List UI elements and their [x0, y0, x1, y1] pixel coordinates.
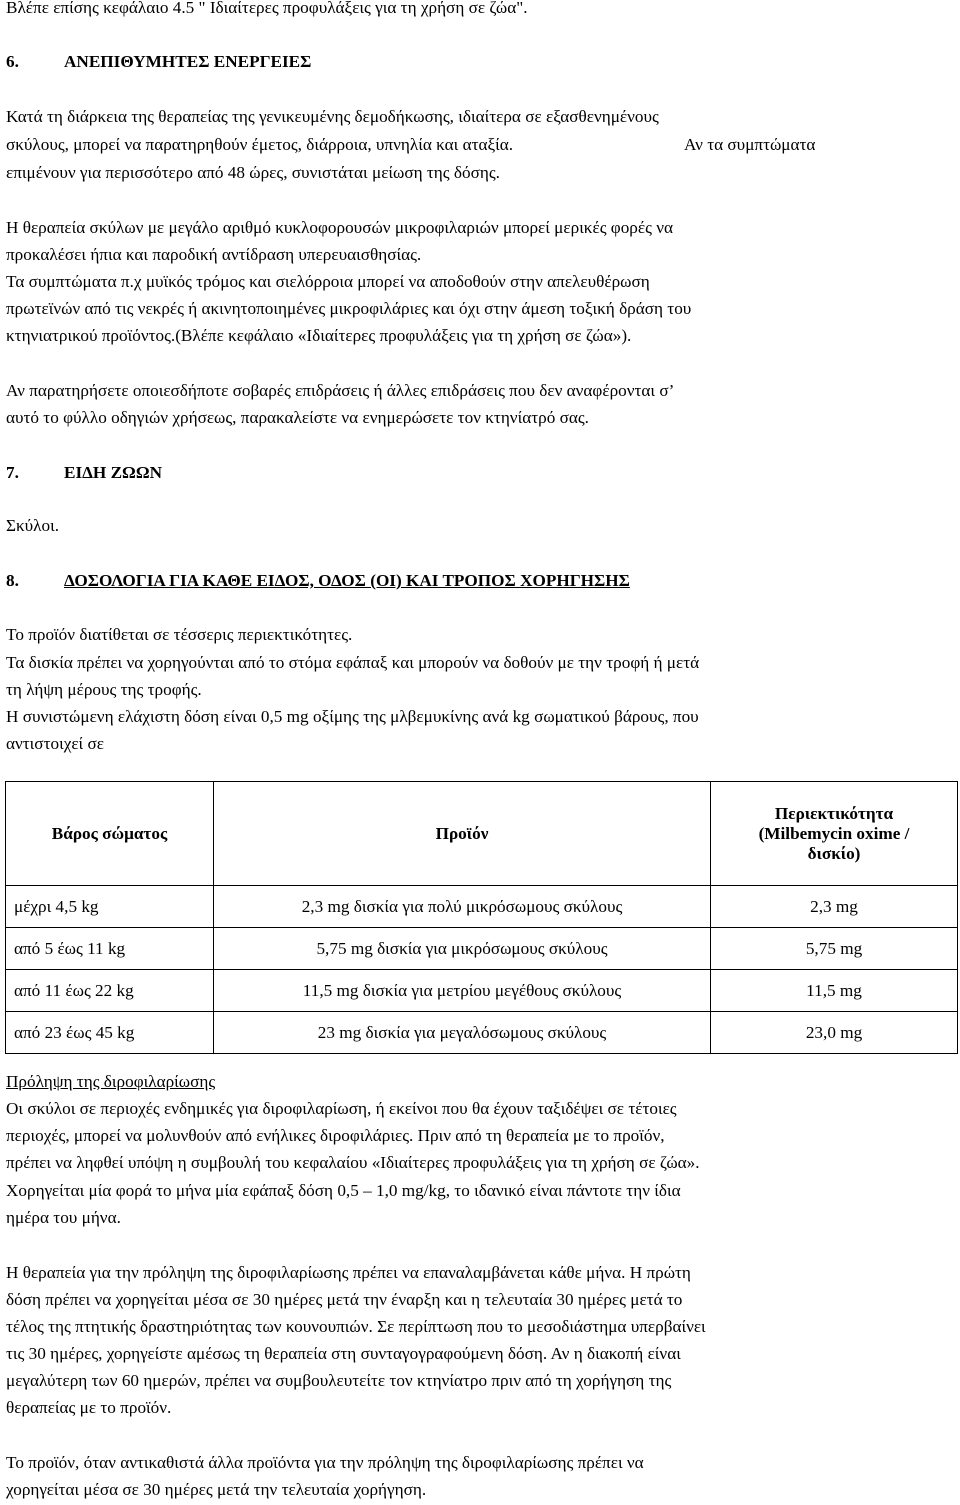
- paragraph-line: Η συνιστώμενη ελάχιστη δόση είναι 0,5 mg οξίμης της μλβεμυκίνης ανά kg σωματικού βάρους, που: [6, 707, 699, 726]
- paragraph-line: Αν τα συμπτώματα: [684, 135, 816, 154]
- header-strength-line: (Milbemycin oxime /: [758, 823, 910, 843]
- cell-strength: 11,5 mg: [711, 970, 958, 1012]
- paragraph-line: πρέπει να ληφθεί υπόψη η συμβουλή του κεφαλαίου «Ιδιαίτερες προφυλάξεις για τη χρήση σε ζώα».: [6, 1153, 700, 1172]
- section-6-number: 6.: [6, 52, 19, 71]
- paragraph-line: αντιστοιχεί σε: [6, 734, 104, 753]
- reference-line: Βλέπε επίσης κεφάλαιο 4.5 " Ιδιαίτερες προφυλάξεις για τη χρήση σε ζώα".: [6, 0, 528, 17]
- paragraph-line: Τα συμπτώματα π.χ μυϊκός τρόμος και σιελόρροια μπορεί να αποδοθούν στην απελευθέρωση: [6, 272, 650, 291]
- cell-weight: από 5 έως 11 kg: [6, 928, 214, 970]
- cell-strength: 5,75 mg: [711, 928, 958, 970]
- paragraph-line: Το προϊόν διατίθεται σε τέσσερις περιεκτικότητες.: [6, 625, 353, 644]
- table-header-row: [6, 782, 958, 886]
- cell-product: 23 mg δισκία για μεγαλόσωμους σκύλους: [214, 1012, 711, 1054]
- cell-strength: 23,0 mg: [711, 1012, 958, 1054]
- cell-weight: μέχρι 4,5 kg: [6, 886, 214, 928]
- section-7-number: 7.: [6, 463, 19, 482]
- section-6-title: ΑΝΕΠΙΘΥΜΗΤΕΣ ΕΝΕΡΓΕΙΕΣ: [64, 52, 312, 71]
- paragraph-line: προκαλέσει ήπια και παροδική αντίδραση υπερευαισθησίας.: [6, 245, 422, 264]
- paragraph-line: σκύλους, μπορεί να παρατηρηθούν έμετος, διάρροια, υπνηλία και αταξία.: [6, 135, 514, 154]
- cell-product: 11,5 mg δισκία για μετρίου μεγέθους σκύλους: [214, 970, 711, 1012]
- paragraph-line: τέλος της πτητικής δραστηριότητας των κουνουπιών. Σε περίπτωση που το μεσοδιάστημα υπερβαίνει: [6, 1317, 706, 1336]
- header-body-weight: Βάρος σώματος: [6, 782, 214, 886]
- paragraph-line: περιοχές, μπορεί να μολυνθούν από ενήλικες διροφιλάριες. Πριν από τη θεραπεία με το προϊόν,: [6, 1126, 665, 1145]
- paragraph-line: Κατά τη διάρκεια της θεραπείας της γενικευμένης δεμοδήκωσης, ιδιαίτερα σε εξασθενημένους: [6, 107, 659, 126]
- paragraph-line: ημέρα του μήνα.: [6, 1208, 121, 1227]
- paragraph-line: Τα δισκία πρέπει να χορηγούνται από το στόμα εφάπαξ και μπορούν να δοθούν με την τροφή ή μετά: [6, 653, 700, 672]
- prevention-title: Πρόληψη της διροφιλαρίωσης: [6, 1072, 216, 1091]
- paragraph-line: Η θεραπεία σκύλων με μεγάλο αριθμό κυκλοφορουσών μικροφιλαριών μπορεί μερικές φορές να: [6, 218, 673, 237]
- header-strength-line: Περιεκτικότητα: [774, 803, 894, 823]
- dosage-table: [5, 781, 958, 1054]
- paragraph-line: θεραπείας με το προϊόν.: [6, 1398, 172, 1417]
- table-row: [6, 886, 958, 928]
- cell-product: 5,75 mg δισκία για μικρόσωμους σκύλους: [214, 928, 711, 970]
- table-row: [6, 970, 958, 1012]
- paragraph-line: τη λήψη μέρους της τροφής.: [6, 680, 202, 699]
- paragraph-line: κτηνιατρικού προϊόντος.(Βλέπε κεφάλαιο «Ιδιαίτερες προφυλάξεις για τη χρήση σε ζώα»).: [6, 326, 632, 345]
- section-8-title: ΔΟΣΟΛΟΓΙΑ ΓΙΑ ΚΑΘΕ ΕΙΔΟΣ, ΟΔΟΣ (ΟΙ) ΚΑΙ ΤΡΟΠΟΣ ΧΟΡΗΓΗΣΗΣ: [64, 571, 630, 590]
- table-row: [6, 1012, 958, 1054]
- paragraph-line: δόση πρέπει να χορηγείται μέσα σε 30 ημέρες μετά την έναρξη και η τελευταία 30 ημέρες μετά το: [6, 1290, 683, 1309]
- cell-product: 2,3 mg δισκία για πολύ μικρόσωμους σκύλους: [214, 886, 711, 928]
- paragraph-line: χορηγείται μέσα σε 30 ημέρες μετά την τελευταία χορήγηση.: [6, 1480, 427, 1499]
- cell-weight: από 23 έως 45 kg: [6, 1012, 214, 1054]
- section-7-title: ΕΙΔΗ ΖΩΩΝ: [64, 463, 162, 482]
- paragraph-line: Οι σκύλοι σε περιοχές ενδημικές για διροφιλαρίωση, ή εκείνοι που θα έχουν ταξιδέψει σε τέτοιες: [6, 1099, 677, 1118]
- paragraph-line: Χορηγείται μία φορά το μήνα μία εφάπαξ δόση 0,5 – 1,0 mg/kg, το ιδανικό είναι πάντοτε την ίδια: [6, 1181, 681, 1200]
- header-strength: [711, 782, 958, 886]
- paragraph-line: Αν παρατηρήσετε οποιεσδήποτε σοβαρές επιδράσεις ή άλλες επιδράσεις που δεν αναφέρονται σ’: [6, 381, 675, 400]
- section-8-number: 8.: [6, 571, 19, 590]
- table-row: [6, 928, 958, 970]
- paragraph-line: επιμένουν για περισσότερο από 48 ώρες, συνιστάται μείωση της δόσης.: [6, 163, 500, 182]
- paragraph-line: πρωτεϊνών από τις νεκρές ή ακινητοποιημένες μικροφιλάριες και όχι στην άμεση τοξική δράση του: [6, 299, 692, 318]
- cell-strength: 2,3 mg: [711, 886, 958, 928]
- cell-weight: από 11 έως 22 kg: [6, 970, 214, 1012]
- paragraph-line: μεγαλύτερη των 60 ημερών, πρέπει να συμβουλευτείτε τον κτηνίατρο πριν από τη χορήγηση της: [6, 1371, 672, 1390]
- paragraph-line: Το προϊόν, όταν αντικαθιστά άλλα προϊόντα για την πρόληψη της διροφιλαρίωσης πρέπει να: [6, 1453, 644, 1472]
- header-strength-line: δισκίο): [807, 843, 861, 863]
- paragraph-line: αυτό το φύλλο οδηγιών χρήσεως, παρακαλείστε να ενημερώσετε τον κτηνίατρό σας.: [6, 408, 589, 427]
- species-text: Σκύλοι.: [6, 516, 60, 535]
- paragraph-line: τις 30 ημέρες, χορηγείστε αμέσως τη θεραπεία στη συνταγογραφούμενη δόση. Αν η διακοπή είναι: [6, 1344, 681, 1363]
- header-product: Προϊόν: [214, 782, 711, 886]
- paragraph-line: Η θεραπεία για την πρόληψη της διροφιλαρίωσης πρέπει να επαναλαμβάνεται κάθε μήνα. Η πρώτη: [6, 1263, 691, 1282]
